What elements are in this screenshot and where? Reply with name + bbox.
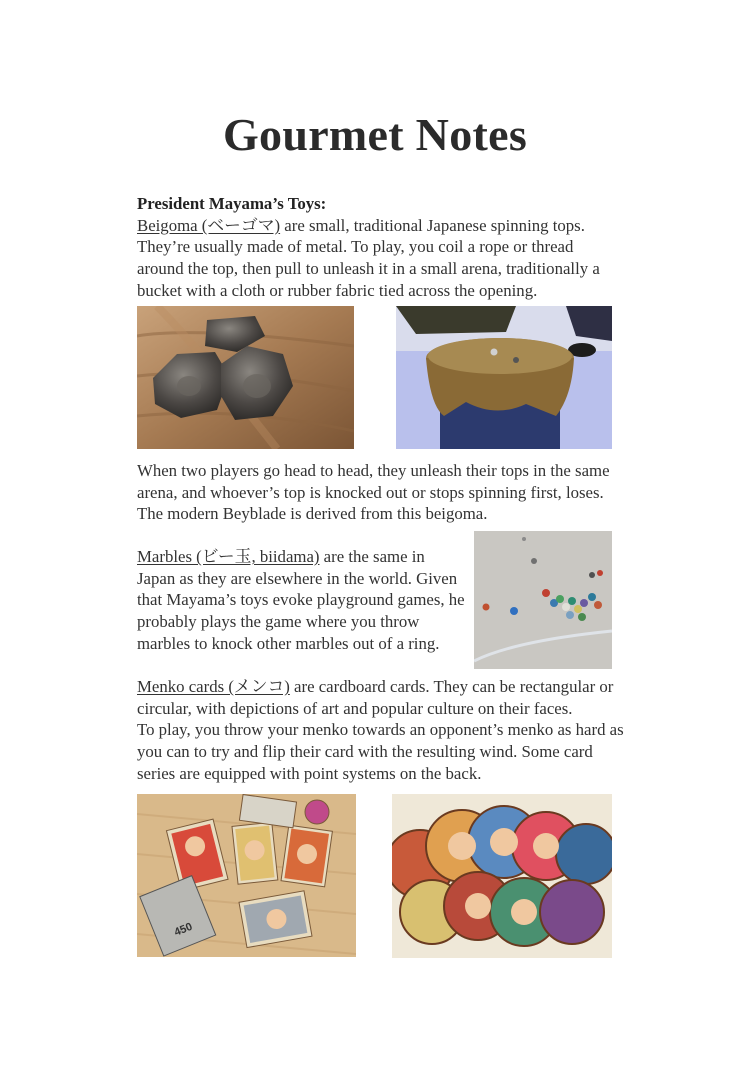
section-heading: President Mayama’s Toys: (137, 194, 327, 213)
beigoma-bucket-arena-photo (396, 306, 612, 449)
beigoma-paragraph (137, 193, 617, 302)
menko-round-cards-photo (392, 794, 612, 958)
page-title: Gourmet Notes (222, 109, 528, 160)
beigoma-term: Beigoma (ベーゴマ) (137, 215, 281, 235)
marbles-photo (474, 531, 612, 669)
menko-term: Menko cards (メンコ) (137, 677, 290, 696)
menko-description: are cardboard cards. They can be rectangular or circular, with depictions of art and popular culture on their faces. (137, 677, 614, 718)
beigoma-tops-photo (137, 306, 354, 449)
menko-gameplay-text: To play, you throw your menko towards an opponent’s menko as hard as you can to try and flip their card with the resulting wind. Some card series are equipped with point systems on the back. (137, 720, 624, 783)
beigoma-description: are small, traditional Japanese spinning tops. They’re usually made of metal. To play, you coil a rope or thread around the top, then pull to unleash it in a small arena, traditionally a bucket with a cloth or rubber fabric tied across the opening. (137, 215, 600, 300)
menko-rectangular-cards-photo (137, 794, 356, 957)
menko-card-number: 450 (172, 920, 195, 939)
marbles-paragraph (137, 546, 467, 655)
marbles-term: Marbles (ビー玉, biidama) (137, 547, 320, 566)
menko-paragraph (137, 676, 627, 785)
marbles-description: are the same in Japan as they are elsewhere in the world. Given that Mayama’s toys evoke playground games, he probably plays the game where you throw marbles to knock other marbles out of a ring. (137, 547, 465, 653)
beigoma-gameplay-paragraph: When two players go head to head, they unleash their tops in the same arena, and whoever’s top is knocked out or stops spinning first, loses. The modern Beyblade is derived from this beigoma. (137, 461, 610, 524)
